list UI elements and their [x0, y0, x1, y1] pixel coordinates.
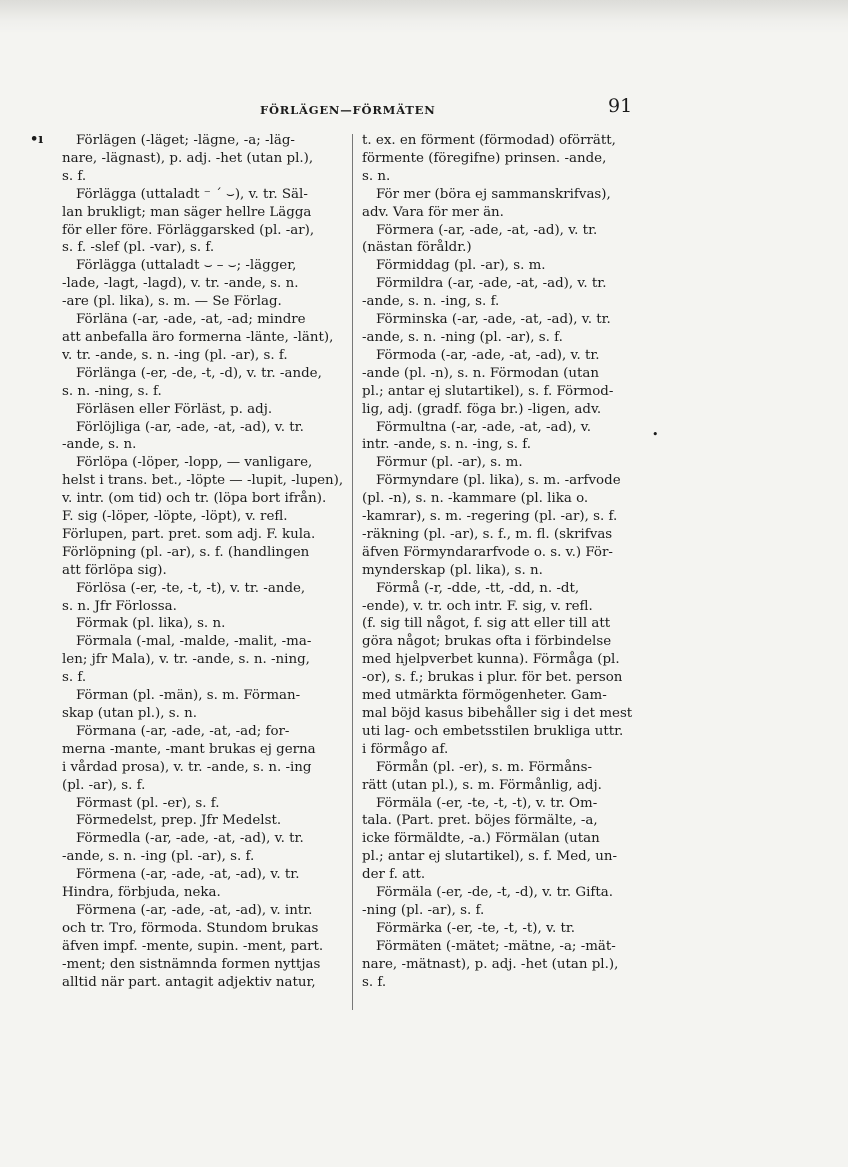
entry-line: Förmäla (-er, -te, -t, -t), v. tr. Om-: [376, 795, 598, 811]
margin-mark-left: •ı: [30, 132, 44, 147]
entry-line: att anbefalla äro formerna -länte, -länt),: [62, 329, 334, 345]
left-column: [62, 132, 345, 992]
entry-line: att förlöpa sig).: [62, 562, 167, 578]
entry-line: F. sig (-löper, -löpte, -löpt), v. refl.: [62, 509, 288, 525]
entry-line: skap (utan pl.), s. n.: [62, 706, 198, 721]
entry-line: förmente (föregifne) prinsen. -ande,: [362, 150, 607, 166]
page-number: 91: [608, 95, 633, 117]
entry-line: s. n. Jfr Förlossa.: [62, 598, 177, 614]
entry-line: (f. sig till något, f. sig att eller till att: [362, 616, 611, 632]
entry-line: -are (pl. lika), s. m. — Se Förlag.: [62, 294, 282, 310]
entry-line: v. intr. (om tid) och tr. (löpa bort ifrån).: [62, 491, 327, 507]
scan-top-edge: [0, 0, 848, 34]
entry-line: Förmedelst, prep. Jfr Medelst.: [76, 813, 282, 829]
entry-line: i vårdad prosa), v. tr. -ande, s. n. -ing: [62, 759, 312, 775]
entry-line: Förlöpa (-löper, -lopp, — vanligare,: [76, 455, 313, 471]
entry-line: (pl. -ar), s. f.: [62, 777, 146, 793]
entry-line: Förmån (pl. -er), s. m. Förmåns-: [376, 759, 593, 775]
entry-line: -ande (pl. -n), s. n. Förmodan (utan: [362, 365, 599, 381]
entry-line: t. ex. en förment (förmodad) oförrätt,: [362, 133, 616, 148]
entry-line: äfven impf. -mente, supin. -ment, part.: [62, 938, 324, 954]
entry-line: Förmå (-r, -dde, -tt, -dd, n. -dt,: [376, 580, 580, 596]
entry-line: Förminska (-ar, -ade, -at, -ad), v. tr.: [376, 312, 611, 328]
entry-line: mynderskap (pl. lika), s. n.: [362, 562, 543, 578]
entry-line: uti lag- och embetsstilen brukliga uttr.: [362, 723, 624, 739]
right-column: [362, 132, 648, 992]
entry-line: Förmur (pl. -ar), s. m.: [376, 455, 523, 471]
entry-line: der f. att.: [362, 867, 426, 883]
entry-line: s. f.: [62, 670, 87, 686]
entry-line: Förmultna (-ar, -ade, -at, -ad), v.: [376, 419, 592, 435]
entry-line: Förmera (-ar, -ade, -at, -ad), v. tr.: [376, 222, 598, 238]
entry-line: Förmedla (-ar, -ade, -at, -ad), v. tr.: [76, 831, 304, 847]
entry-line: Förmildra (-ar, -ade, -at, -ad), v. tr.: [376, 276, 607, 292]
entry-line: intr. -ande, s. n. -ing, s. f.: [362, 437, 532, 453]
entry-line: tala. (Part. pret. böjes förmälte, -a,: [362, 813, 598, 829]
entry-line: merna -mante, -mant brukas ej gerna: [62, 741, 316, 757]
entry-line: Förmiddag (pl. -ar), s. m.: [376, 258, 546, 274]
entry-line: s. f.: [362, 974, 387, 990]
entry-line: i förmågo af.: [362, 741, 449, 757]
entry-line: -ning (pl. -ar), s. f.: [362, 902, 485, 918]
entry-line: Förmäten (-mätet; -mätne, -a; -mät-: [376, 938, 616, 954]
entry-line: s. f. -slef (pl. -var), s. f.: [62, 240, 215, 256]
entry-line: -ande, s. n. -ing, s. f.: [362, 294, 500, 310]
entry-line: nare, -lägnast), p. adj. -het (utan pl.),: [62, 150, 314, 166]
entry-line: -ande, s. n. -ing (pl. -ar), s. f.: [62, 849, 255, 865]
entry-line: mal böjd kasus bibehåller sig i det mest: [362, 706, 633, 721]
entry-line: äfven Förmyndararfvode o. s. v.) För-: [362, 544, 613, 560]
entry-line: Förmyndare (pl. lika), s. m. -arfvode: [376, 473, 621, 489]
entry-line: -ment; den sistnämnda formen nyttjas: [62, 956, 321, 972]
entry-line: v. tr. -ande, s. n. -ing (pl. -ar), s. f.: [62, 347, 288, 363]
entry-line: nare, -mätnast), p. adj. -het (utan pl.),: [362, 956, 619, 972]
entry-line: s. f.: [62, 168, 87, 184]
entry-line: lig, adj. (gradf. föga br.) -ligen, adv.: [362, 401, 602, 417]
entry-line: len; jfr Mala), v. tr. -ande, s. n. -ning,: [62, 652, 310, 668]
page-header: [0, 95, 848, 125]
entry-line: -lade, -lagt, -lagd), v. tr. -ande, s. n.: [62, 276, 299, 292]
entry-line: helst i trans. bet., -löpte — -lupit, -lupen),: [62, 473, 344, 489]
entry-line: s. n. -ning, s. f.: [62, 383, 162, 399]
entry-line: och tr. Tro, förmoda. Stundom brukas: [62, 920, 319, 936]
entry-line: med utmärkta förmögenheter. Gam-: [362, 688, 607, 704]
entry-line: Förläna (-ar, -ade, -at, -ad; mindre: [76, 312, 306, 328]
entry-line: -ande, s. n. -ning (pl. -ar), s. f.: [362, 329, 563, 345]
running-head: FÖRLÄGEN—FÖRMÄTEN: [260, 103, 436, 117]
entry-line: (nästan föråldr.): [362, 240, 472, 256]
entry-line: lan brukligt; man säger hellre Lägga: [62, 204, 312, 220]
entry-line: Förmala (-mal, -malde, -malit, -ma-: [76, 634, 312, 650]
entry-line: Förmast (pl. -er), s. f.: [76, 795, 220, 811]
entry-line: Förlupen, part. pret. som adj. F. kula.: [62, 526, 316, 542]
entry-line: -kamrar), s. m. -regering (pl. -ar), s. f.: [362, 509, 618, 525]
entry-line: pl.; antar ej slutartikel), s. f. Förmod-: [362, 383, 614, 399]
entry-line: För mer (böra ej sammanskrifvas),: [376, 186, 611, 202]
entry-line: pl.; antar ej slutartikel), s. f. Med, un-: [362, 849, 617, 865]
entry-line: med hjelpverbet kunna). Förmåga (pl.: [362, 652, 620, 668]
entry-line: -or), s. f.; brukas i plur. för bet. person: [362, 670, 623, 686]
entry-line: Förlägen (-läget; -lägne, -a; -läg-: [76, 133, 295, 148]
entry-line: rätt (utan pl.), s. m. Förmånlig, adj.: [362, 777, 602, 793]
entry-line: Förmak (pl. lika), s. n.: [76, 616, 226, 632]
entry-line: Förmärka (-er, -te, -t, -t), v. tr.: [376, 920, 576, 936]
entry-line: (pl. -n), s. n. -kammare (pl. lika o.: [362, 491, 589, 507]
entry-line: -räkning (pl. -ar), s. f., m. fl. (skrifvas: [362, 526, 613, 542]
entry-line: Förmäla (-er, -de, -t, -d), v. tr. Gifta.: [376, 885, 613, 901]
column-divider: [352, 134, 353, 1010]
entry-line: Förlöjliga (-ar, -ade, -at, -ad), v. tr.: [76, 419, 304, 435]
entry-line: Förman (pl. -män), s. m. Förman-: [76, 688, 301, 704]
margin-mark-right: •: [652, 428, 659, 441]
entry-line: Förmana (-ar, -ade, -at, -ad; for-: [76, 723, 290, 739]
entry-line: Förmoda (-ar, -ade, -at, -ad), v. tr.: [376, 347, 600, 363]
entry-line: Förmena (-ar, -ade, -at, -ad), v. intr.: [76, 902, 313, 918]
entry-line: s. n.: [362, 168, 391, 184]
entry-line: för eller före. Förläggarsked (pl. -ar),: [62, 222, 315, 238]
entry-line: icke förmäldte, -a.) Förmälan (utan: [362, 831, 600, 847]
entry-line: adv. Vara för mer än.: [362, 204, 504, 220]
entry-line: Förlägga (uttaladt ⁻ ´ ⌣), v. tr. Säl-: [76, 186, 308, 202]
entry-line: Förlöpning (pl. -ar), s. f. (handlingen: [62, 544, 310, 560]
entry-line: göra något; brukas ofta i förbindelse: [362, 634, 612, 650]
entry-line: Förlösa (-er, -te, -t, -t), v. tr. -ande,: [76, 580, 306, 596]
entry-line: -ende), v. tr. och intr. F. sig, v. refl.: [362, 598, 593, 614]
entry-line: Förmena (-ar, -ade, -at, -ad), v. tr.: [76, 867, 300, 883]
entry-line: Förlänga (-er, -de, -t, -d), v. tr. -ande,: [76, 365, 322, 381]
entry-line: -ande, s. n.: [62, 437, 137, 453]
entry-line: Hindra, förbjuda, neka.: [62, 885, 221, 901]
entry-line: alltid när part. antagit adjektiv natur,: [62, 974, 316, 990]
entry-line: Förläsen eller Förläst, p. adj.: [76, 401, 273, 417]
entry-line: Förlägga (uttaladt ⌣ – ⌣; -lägger,: [76, 258, 297, 274]
